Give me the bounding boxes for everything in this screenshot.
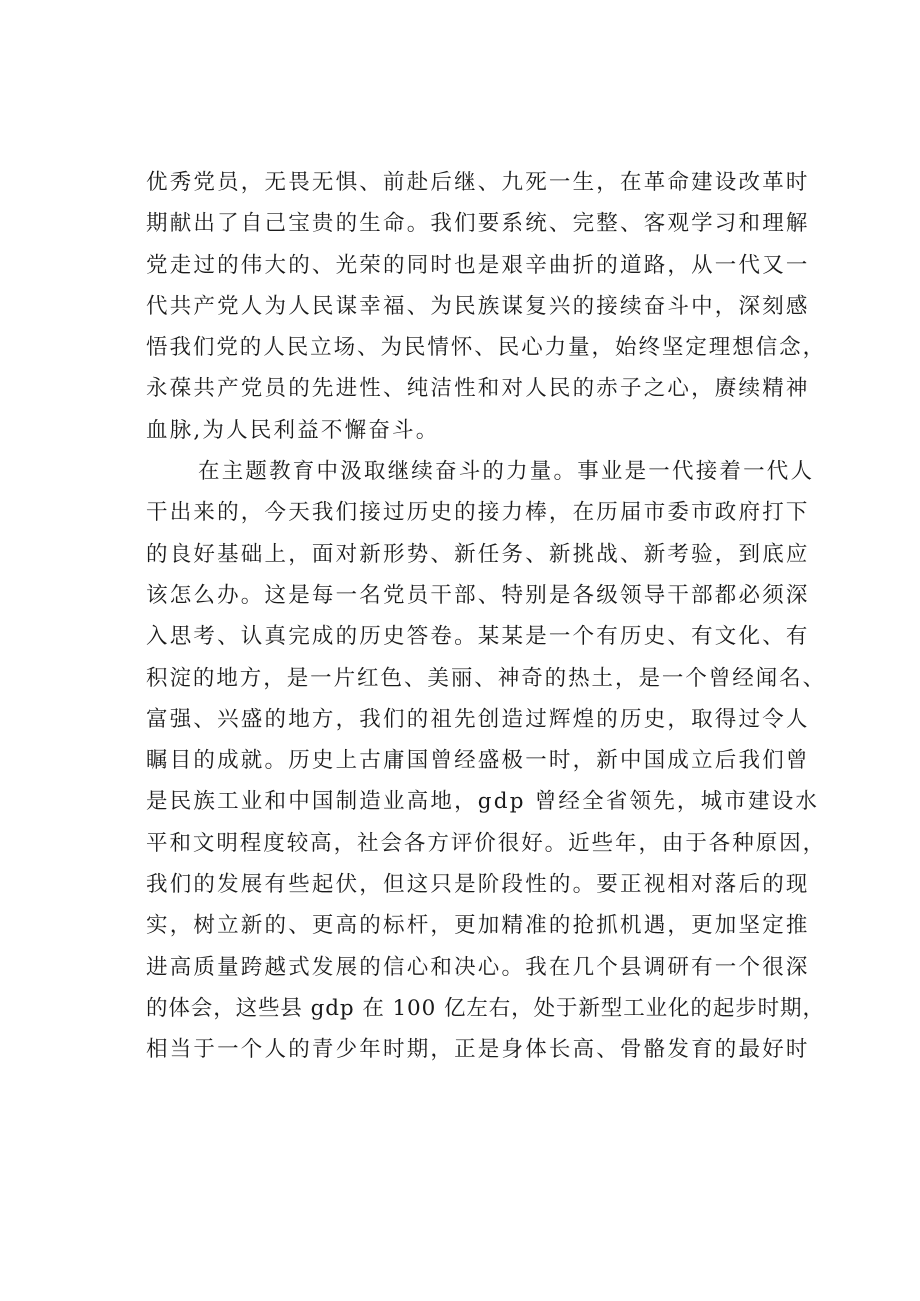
text-line: 实，树立新的、更高的标杆，更加精准的抢抓机遇，更加坚定推: [146, 913, 810, 939]
text-line: 的良好基础上，面对新形势、新任务、新挑战、新考验，到底应: [146, 541, 810, 567]
text-line: 相当于一个人的青少年时期，正是身体长高、骨骼发育的最好时: [146, 1037, 810, 1063]
text-line: 瞩目的成就。历史上古庸国曾经盛极一时，新中国成立后我们曾: [146, 748, 810, 774]
text-line: 我们的发展有些起伏，但这只是阶段性的。要正视相对落后的现: [146, 872, 810, 898]
text-line: 平和文明程度较高，社会各方评价很好。近些年，由于各种原因，: [146, 830, 827, 856]
paragraph-1: [146, 162, 826, 451]
text-line: 是民族工业和中国制造业高地，gdp 曾经全省领先，城市建设水: [146, 789, 820, 815]
text-line: 富强、兴盛的地方，我们的祖先创造过辉煌的历史，取得过令人: [146, 706, 810, 732]
text-line: 干出来的，今天我们接过历史的接力棒，在历届市委市政府打下: [146, 500, 810, 526]
document-body: [146, 162, 826, 1071]
text-line: 积淀的地方，是一片红色、美丽、神奇的热土，是一个曾经闻名、: [146, 665, 827, 691]
text-line: 代共产党人为人民谋幸福、为民族谋复兴的接续奋斗中，深刻感: [146, 293, 810, 319]
text-line: 优秀党员，无畏无惧、前赴后继、九死一生，在革命建设改革时: [146, 170, 810, 195]
text-line: 期献出了自己宝贵的生命。我们要系统、完整、客观学习和理解: [146, 211, 810, 237]
text-line: 悟我们党的人民立场、为民情怀、民心力量，始终坚定理想信念，: [146, 335, 827, 361]
text-line: 该怎么办。这是每一名党员干部、特别是各级领导干部都必须深: [146, 582, 810, 608]
text-line-indented: 在主题教育中汲取继续奋斗的力量。事业是一代接着一代人: [198, 459, 815, 485]
text-line: 进高质量跨越式发展的信心和决心。我在几个县调研有一个很深: [146, 954, 810, 980]
text-line: 永葆共产党员的先进性、纯洁性和对人民的赤子之心，赓续精神: [146, 376, 810, 402]
text-line: 入思考、认真完成的历史答卷。某某是一个有历史、有文化、有: [146, 624, 810, 650]
text-line: 党走过的伟大的、光荣的同时也是艰辛曲折的道路，从一代又一: [146, 252, 810, 278]
text-line: 血脉,为人民利益不懈奋斗。: [146, 417, 440, 443]
paragraph-2: [146, 451, 826, 1070]
text-line: 的体会，这些县 gdp 在 100 亿左右，处于新型工业化的起步时期，: [146, 995, 825, 1021]
